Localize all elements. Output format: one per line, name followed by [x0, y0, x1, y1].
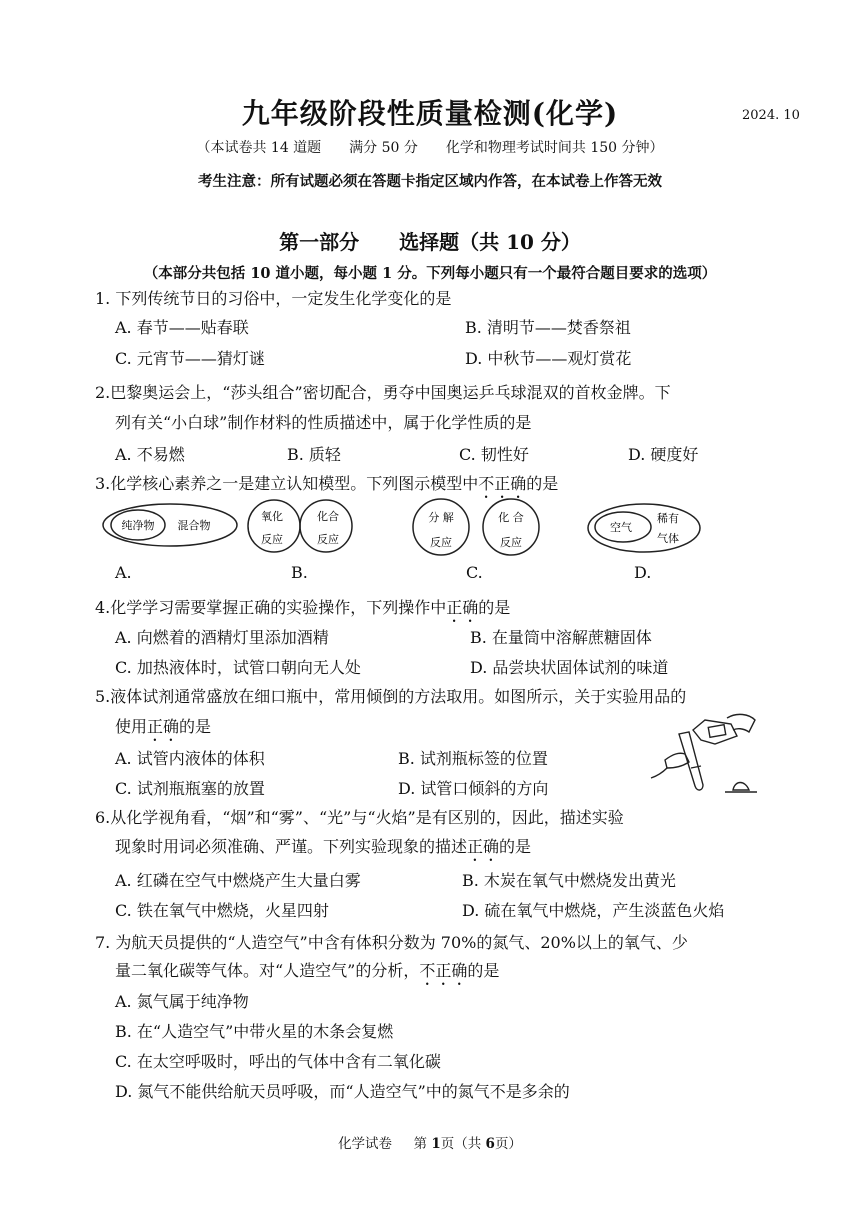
page-title: 九年级阶段性质量检测(化学): [241, 97, 619, 130]
q5-option-c: C. 试剂瓶瓶塞的放置: [115, 779, 265, 798]
diagram-a: [100, 500, 240, 550]
right-hand: [727, 714, 755, 732]
q3-option-b: B.: [291, 563, 308, 582]
question-6-line1: 6.从化学视角看，“烟”和“雾”、“光”与“火焰”是有区别的，因此，描述实验: [95, 808, 624, 827]
diagram-b-left-bottom: 反应: [261, 533, 283, 546]
page-footer: 化学试卷 第 1页（共 6页）: [338, 1136, 522, 1152]
reagent-bottle: [693, 720, 737, 744]
bottle-label: [708, 725, 725, 738]
q1-option-d: D. 中秋节——观灯赏花: [465, 349, 632, 368]
q2-option-c: C. 韧性好: [459, 445, 529, 464]
q2-option-b: B. 质轻: [287, 445, 341, 464]
diagram-d-outer-top: 稀有: [657, 512, 679, 525]
q5-option-b: B. 试剂瓶标签的位置: [398, 749, 548, 768]
diagram-d-inner-label: 空气: [610, 521, 632, 534]
q7-option-c: C. 在太空呼吸时，呼出的气体中含有二氧化碳: [115, 1052, 441, 1071]
diagram-a-outer-label: 混合物: [177, 519, 211, 532]
q3-option-d: D.: [634, 563, 652, 582]
diagram-c-left-top: 分 解: [428, 511, 454, 524]
diagram-c-right-top: 化 合: [498, 511, 524, 524]
question-3-stem: 3.化学核心素养之一是建立认知模型。下列图示模型中不正确的是: [95, 474, 559, 493]
q6-option-a: A. 红磷在空气中燃烧产生大量白雾: [115, 871, 361, 890]
q7-option-b: B. 在“人造空气”中带火星的木条会复燃: [115, 1022, 394, 1041]
q6-option-c: C. 铁在氧气中燃烧，火星四射: [115, 901, 329, 920]
q5-option-a: A. 试管内液体的体积: [115, 749, 265, 768]
q4-option-a: A. 向燃着的酒精灯里添加酒精: [115, 628, 329, 647]
q1-option-b: B. 清明节——焚香祭祖: [465, 318, 631, 337]
q4-option-b: B. 在量筒中溶解蔗糖固体: [470, 628, 652, 647]
exam-notice: 考生注意：所有试题必须在答题卡指定区域内作答，在本试卷上作答无效: [198, 173, 662, 190]
diagram-b-right-top: 化合: [317, 510, 339, 523]
question-5-line1: 5.液体试剂通常盛放在细口瓶中，常用倾倒的方法取用。如图所示，关于实验用品的: [95, 687, 687, 706]
diagram-b-left-top: 氧化: [261, 510, 283, 523]
q1-option-a: A. 春节——贴春联: [115, 318, 249, 337]
question-7-line2: 量二氧化碳等气体。对“人造空气”的分析，不正确的是: [115, 961, 500, 980]
diagram-a-inner-label: 纯净物: [121, 519, 155, 532]
exam-date: 2024. 10: [742, 108, 800, 123]
q6-option-d: D. 硫在氧气中燃烧，产生淡蓝色火焰: [462, 901, 725, 920]
question-1-stem: 1. 下列传统节日的习俗中，一定发生化学变化的是: [95, 289, 452, 308]
q2-option-d: D. 硬度好: [628, 445, 699, 464]
page-number: 1: [431, 1136, 441, 1152]
diagram-c: [410, 496, 550, 560]
q7-option-d: D. 氮气不能供给航天员呼吸，而“人造空气”中的氮气不是多余的: [115, 1082, 570, 1101]
q1-option-c: C. 元宵节——猜灯谜: [115, 349, 265, 368]
outer-ellipse: [588, 504, 700, 552]
q5-option-d: D. 试管口倾斜的方向: [398, 779, 549, 798]
q3-option-a: A.: [115, 563, 132, 582]
question-4-stem: 4.化学学习需要掌握正确的实验操作，下列操作中正确的是: [95, 598, 511, 617]
part-note: （本部分共包括 10 道小题，每小题 1 分。下列每小题只有一个最符合题目要求的选项）: [143, 265, 717, 282]
q4-option-d: D. 品尝块状固体试剂的味道: [470, 658, 669, 677]
pouring-liquid-illustration: [645, 710, 760, 798]
question-2-line1: 2.巴黎奥运会上，“莎头组合”密切配合，勇夺中国奥运乒乓球混双的首枚金牌。下: [95, 383, 671, 402]
q7-option-a: A. 氮气属于纯净物: [115, 992, 249, 1011]
diagram-d: [585, 500, 705, 560]
liquid-level: [691, 766, 701, 768]
q4-option-c: C. 加热液体时，试管口朝向无人处: [115, 658, 361, 677]
footer-subject: 化学试卷: [338, 1136, 393, 1152]
question-2-line2: 列有关“小白球”制作材料的性质描述中，属于化学性质的是: [115, 413, 532, 432]
question-5-line2: 使用正确的是: [115, 717, 212, 736]
left-arm: [651, 768, 667, 778]
diagram-d-outer-bottom: 气体: [657, 532, 679, 545]
q3-option-c: C.: [466, 563, 483, 582]
diagram-c-left-bottom: 反应: [430, 536, 452, 549]
exam-info: （本试卷共 14 道题 满分 50 分 化学和物理考试时间共 150 分钟）: [196, 140, 664, 156]
bottle-stopper: [733, 783, 749, 791]
diagram-b-right-bottom: 反应: [317, 533, 339, 546]
diagram-c-right-bottom: 反应: [500, 536, 522, 549]
diagram-b: [244, 498, 360, 558]
question-6-line2: 现象时用词必须准确、严谨。下列实验现象的描述正确的是: [115, 837, 532, 856]
test-tube: [679, 732, 703, 790]
question-7-line1: 7. 为航天员提供的“人造空气”中含有体积分数为 70%的氮气、20%以上的氧气、少: [95, 933, 688, 952]
q6-option-b: B. 木炭在氧气中燃烧发出黄光: [462, 871, 676, 890]
part-heading: 第一部分 选择题（共 10 分）: [279, 230, 581, 254]
page-total: 6: [485, 1136, 495, 1152]
q2-option-a: A. 不易燃: [115, 445, 185, 464]
